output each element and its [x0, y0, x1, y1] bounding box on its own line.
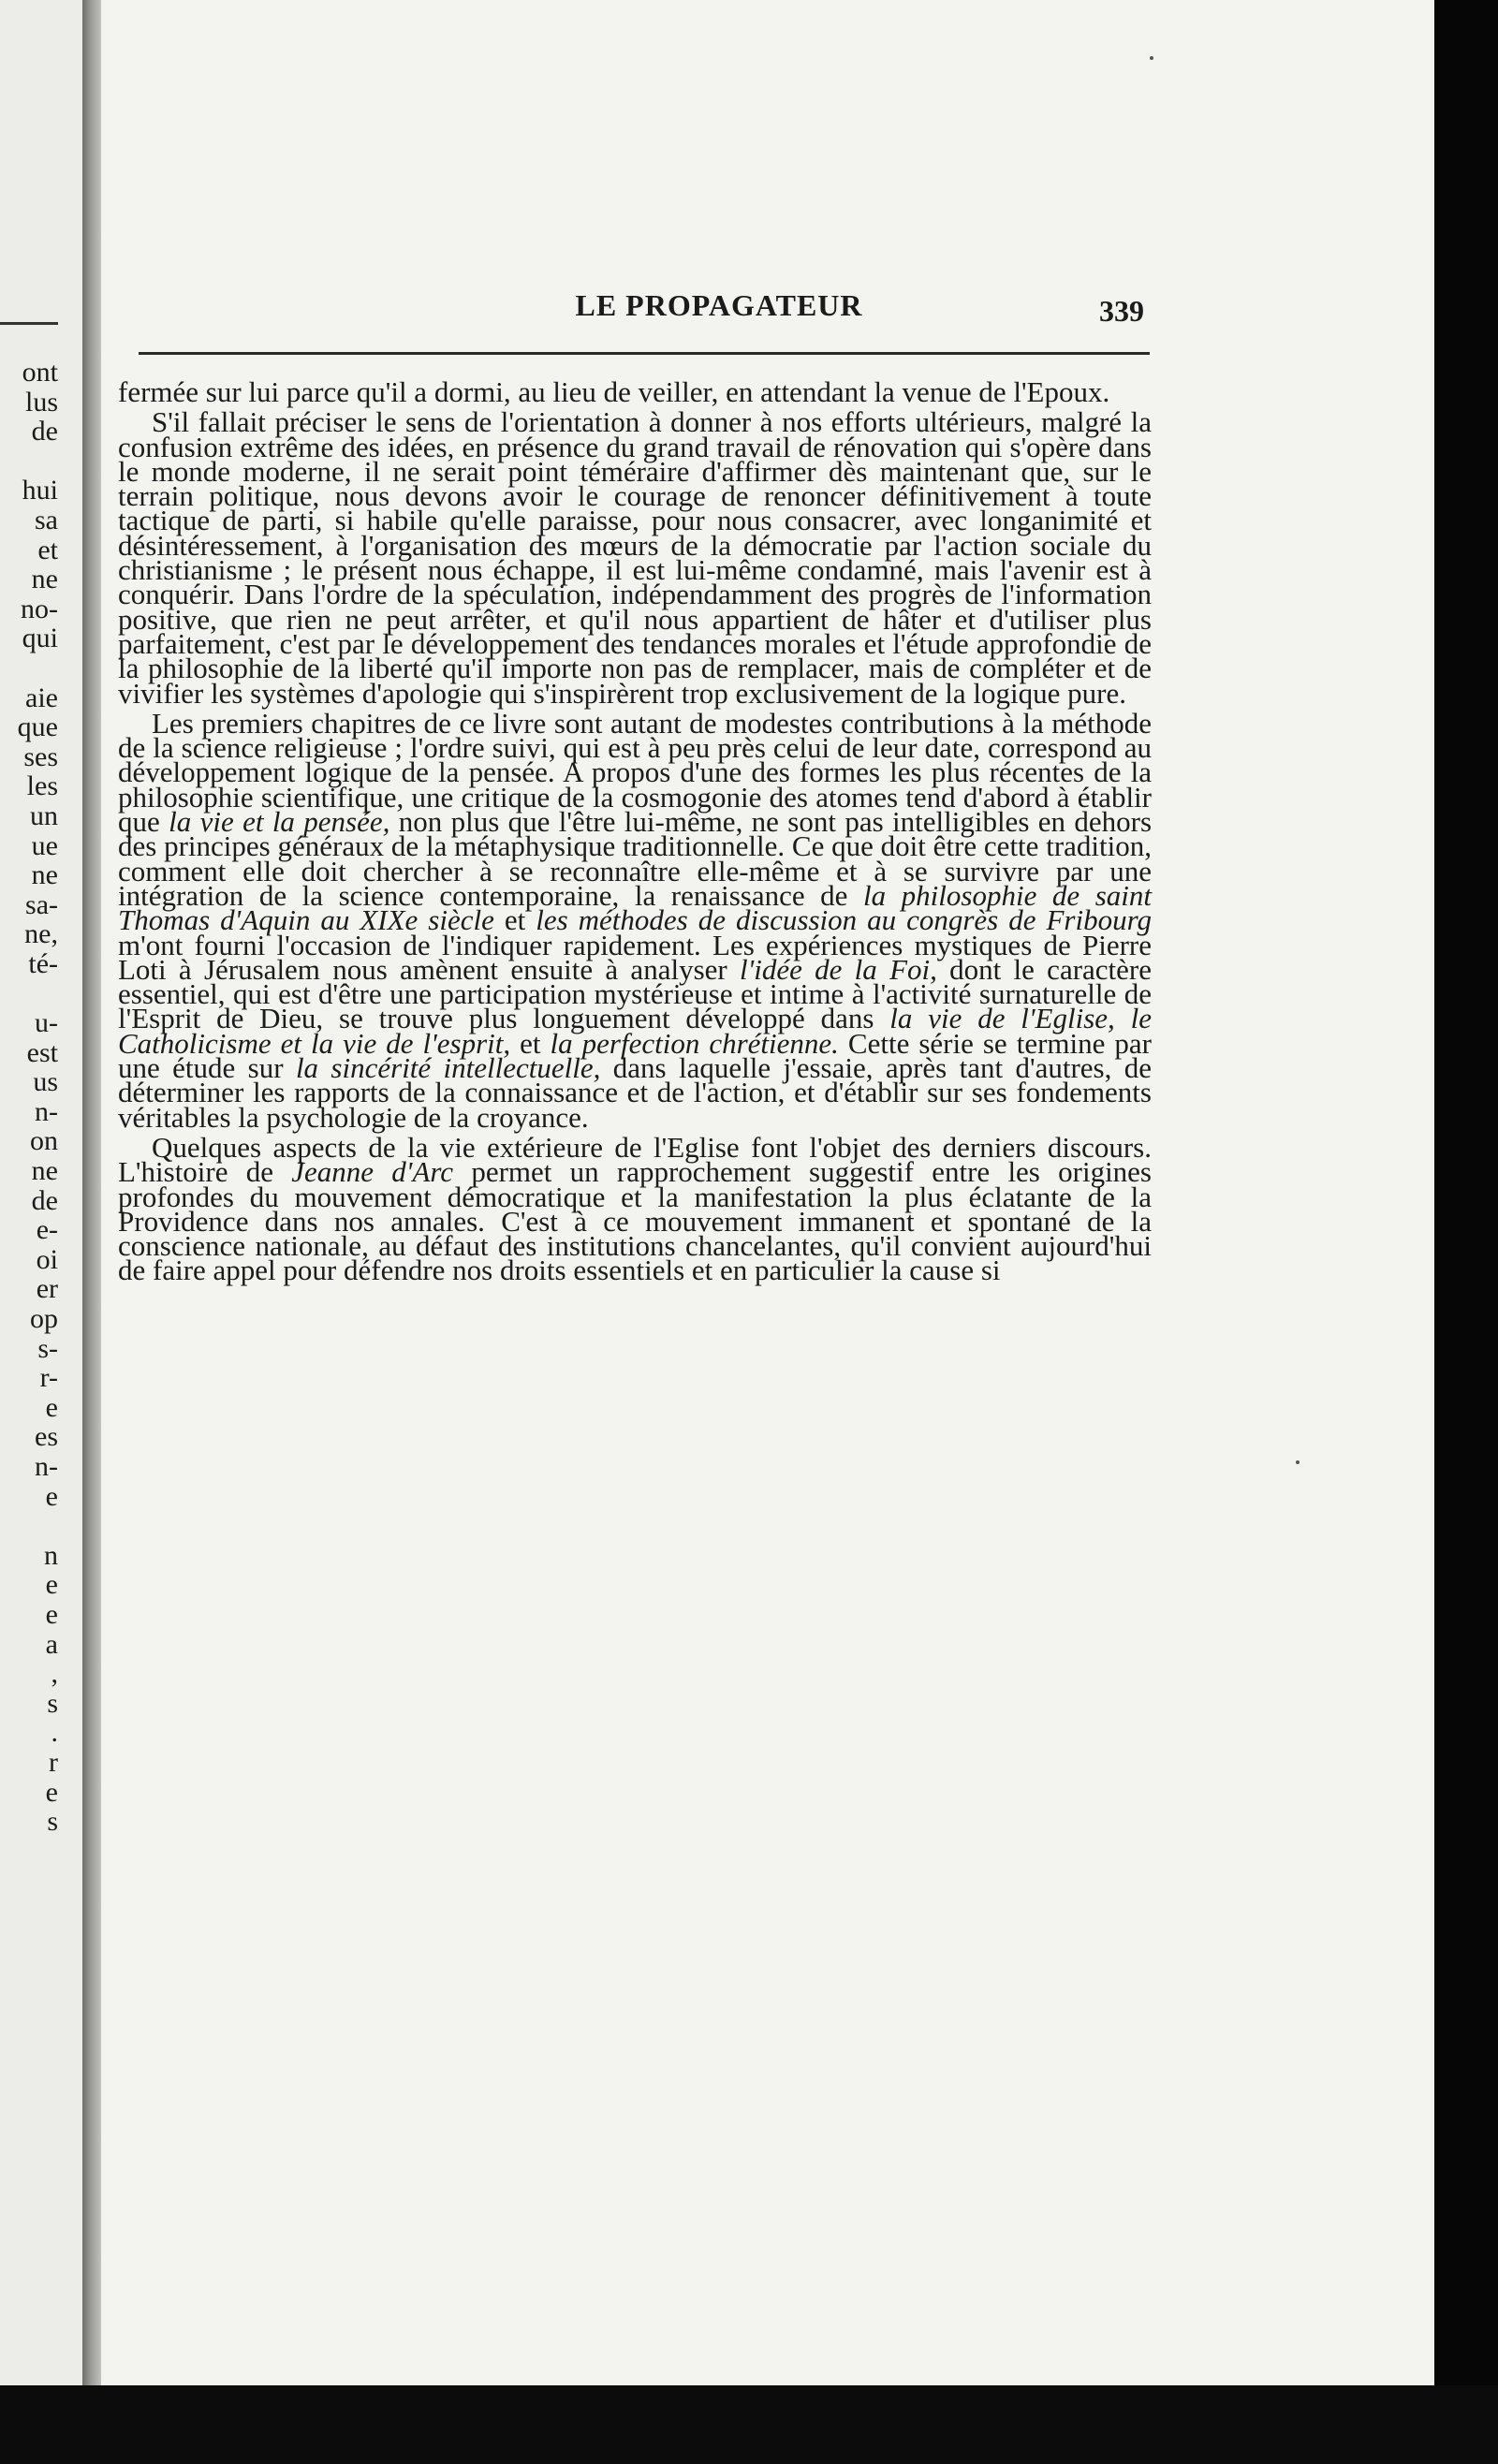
facing-page-line: e — [45, 1480, 58, 1512]
text-run: Cette série se termine par une étude sur — [118, 1026, 1152, 1085]
italic-title: la perfection chrétienne. — [550, 1026, 839, 1060]
text-run: et — [510, 1026, 551, 1060]
facing-page-line: té- — [28, 947, 58, 979]
facing-page-line: que — [17, 711, 58, 743]
facing-page-line: e — [45, 1569, 58, 1601]
running-head: LE PROPAGATEUR — [575, 288, 863, 322]
facing-page-line: on — [30, 1125, 58, 1157]
facing-page-line — [0, 653, 58, 683]
facing-page-line: oi — [36, 1243, 58, 1275]
italic-title: la vie et la pensée, — [169, 805, 390, 839]
facing-page-line: ne — [31, 564, 58, 595]
text-run: Quelques aspects de la vie extérieure de l'Eglise font l'objet des derniers discours. L'histoire de — [118, 1130, 1152, 1189]
facing-page-line: n — [44, 1539, 58, 1571]
facing-page-line: n- — [35, 1450, 58, 1482]
facing-page-line: us — [33, 1066, 58, 1098]
facing-page-line: ont — [22, 357, 58, 388]
facing-page-line: s — [47, 1806, 58, 1838]
facing-page-line: n- — [35, 1095, 58, 1127]
text-run: m'ont fourni l'occasion de l'indiquer rapidement. Les expériences mystiques de Pierre Loti à Jérusalem nous amènent ensuite à analyser — [118, 928, 1152, 986]
scan-speck — [1150, 56, 1153, 60]
facing-page-line: hui — [22, 475, 58, 506]
paragraph-4 — [118, 1130, 1152, 1287]
facing-page-line: u- — [35, 1007, 58, 1039]
facing-page-line: qui — [22, 623, 58, 654]
page-body — [118, 375, 1153, 1289]
facing-page-line: sa- — [25, 888, 58, 920]
facing-page-line: aie — [25, 682, 58, 713]
facing-page-line: a — [45, 1628, 58, 1660]
book-page — [101, 0, 1434, 2385]
facing-page-line: e- — [36, 1214, 58, 1246]
text-run: dans laquelle j'essaie, après tant d'autres, de déterminer les rapports de la connaissance et de l'action, et d'établir sur ses fondements véritables la psychologie de la croyance. — [118, 1051, 1152, 1134]
facing-page-line: lus — [24, 386, 58, 418]
italic-title: la philosophie de saint Thomas d'Aquin au XIXe siècle — [118, 878, 1152, 937]
paragraph-1: fermée sur lui parce qu'il a dormi, au lieu de veiller, en attendant la venue de l'Epoux. — [118, 375, 1110, 408]
facing-page-line — [0, 447, 58, 477]
facing-page-line: de — [31, 416, 58, 447]
italic-title: la vie de l'Eglise, le Catholicisme et la vie de l'esprit, — [118, 1002, 1152, 1060]
facing-page-line — [0, 1511, 58, 1541]
scanner-border-right — [1434, 0, 1498, 2464]
text-run: permet un rapprochement suggestif entre les origines profondes du mouvement démocratique et la manifestation la plus éclatante de la Providence dans nos annales. C'est à ce mouvement immanent et spontané de la conscience nationale, au défaut des institutions chancelantes, qu'il convient aujourd'hui de faire appel pour défendre nos droits essentiels et en particulier la cause si — [118, 1155, 1152, 1287]
facing-page-line: est — [26, 1036, 58, 1068]
paragraph-3 — [118, 706, 1153, 1134]
facing-page-line: e — [45, 1776, 58, 1808]
facing-page-line: ue — [31, 829, 58, 861]
facing-page-text — [0, 358, 58, 1837]
book-gutter — [82, 0, 103, 2385]
facing-page-line: op — [30, 1303, 58, 1334]
facing-page-line: un — [30, 799, 58, 831]
facing-page-line: s — [47, 1687, 58, 1719]
facing-page-line: de — [31, 1184, 58, 1216]
facing-page-line: e — [45, 1598, 58, 1630]
scan-speck — [1296, 1460, 1300, 1464]
facing-page-line: , — [51, 1658, 58, 1690]
facing-page-line: ses — [23, 741, 58, 772]
facing-page-rule — [0, 322, 58, 325]
text-run: non plus que l'être lui-même, ne sont pas intelligibles en dehors des principes généraux de la métaphysique traditionnelle. Ce que doit être cette tradition, comment elle doit chercher à se reconnaître elle-même et à se survivre par une intégration de la science contemporaine, la renaissance de — [118, 805, 1153, 912]
facing-page-line: ne, — [24, 918, 58, 950]
italic-title: Jeanne d'Arc — [291, 1155, 454, 1189]
text-run: et — [493, 903, 536, 937]
facing-page-line: e — [45, 1391, 58, 1423]
page-number: 339 — [1099, 294, 1144, 328]
italic-title: les méthodes de discussion au congrès de Fribourg — [536, 903, 1152, 937]
facing-page-line: . — [51, 1717, 58, 1749]
facing-page-line — [0, 978, 58, 1008]
facing-page-line: no- — [21, 593, 58, 624]
facing-page-line: les — [26, 770, 58, 802]
facing-page-line: sa — [35, 504, 58, 535]
facing-page-line: r — [49, 1746, 58, 1778]
facing-page-line: es — [35, 1421, 58, 1453]
italic-title: la sincérité intellectuelle, — [295, 1051, 601, 1085]
facing-page-line: er — [36, 1273, 58, 1305]
paragraph-2: S'il fallait préciser le sens de l'orientation à donner à nos efforts ultérieurs, malgré la confusion extrême des idées, en présence du grand travail de rénovation qui s'opère dans le monde moderne, il ne serait point téméraire d'affirmer dès maintenant que, sur le terrain politique, nous devons avoir le courage de renoncer définitivement à toute tactique de parti, si habile qu'elle paraisse, pour nous consacrer, avec longanimité et désintéressement, à l'organisation des mœurs de la démocratie par l'action sociale du christianisme ; le présent nous échappe, il est lui-même condamné, mais l'avenir est à conquérir. Dans l'ordre de la spéculation, indépendamment des progrès de l'information positive, que rien ne peut arrêter, et qu'il nous appartient de hâter et d'utiliser plus parfaitement, c'est par le développement des tendances morales et l'étude approfondie de la philosophie de la liberté qu'il importe non pas de remplacer, mais de compléter et de vivifier les systèmes d'apologie qui s'inspirèrent trop exclusivement de la logique pure. — [118, 405, 1152, 710]
facing-page-strip — [0, 0, 86, 2385]
header-rule — [139, 352, 1150, 355]
text-run: dont le caractère essentiel, qui est d'être une participation mystérieuse et intime à l'activité surnaturelle de l'Esprit de Dieu, se trouve plus longuement développé dans — [118, 952, 1152, 1035]
text-run: Les premiers chapitres de ce livre sont autant de modestes contributions à la méthode de la science religieuse ; l'ordre suivi, qui est à peu près celui de leur date, correspond au développement logique de la pensée. A propos d'une des formes les plus récentes de la philosophie scientifique, une critique de la cosmogonie des atomes tend d'abord à établir que — [118, 706, 1152, 839]
facing-page-line: r- — [39, 1362, 58, 1394]
facing-page-line: ne — [31, 1155, 58, 1187]
facing-page-line: s- — [37, 1332, 58, 1364]
italic-title: l'idée de la Foi, — [740, 952, 937, 986]
facing-page-line: et — [37, 534, 58, 565]
scanner-border-bottom — [0, 2385, 1498, 2464]
facing-page-line: ne — [31, 859, 58, 891]
